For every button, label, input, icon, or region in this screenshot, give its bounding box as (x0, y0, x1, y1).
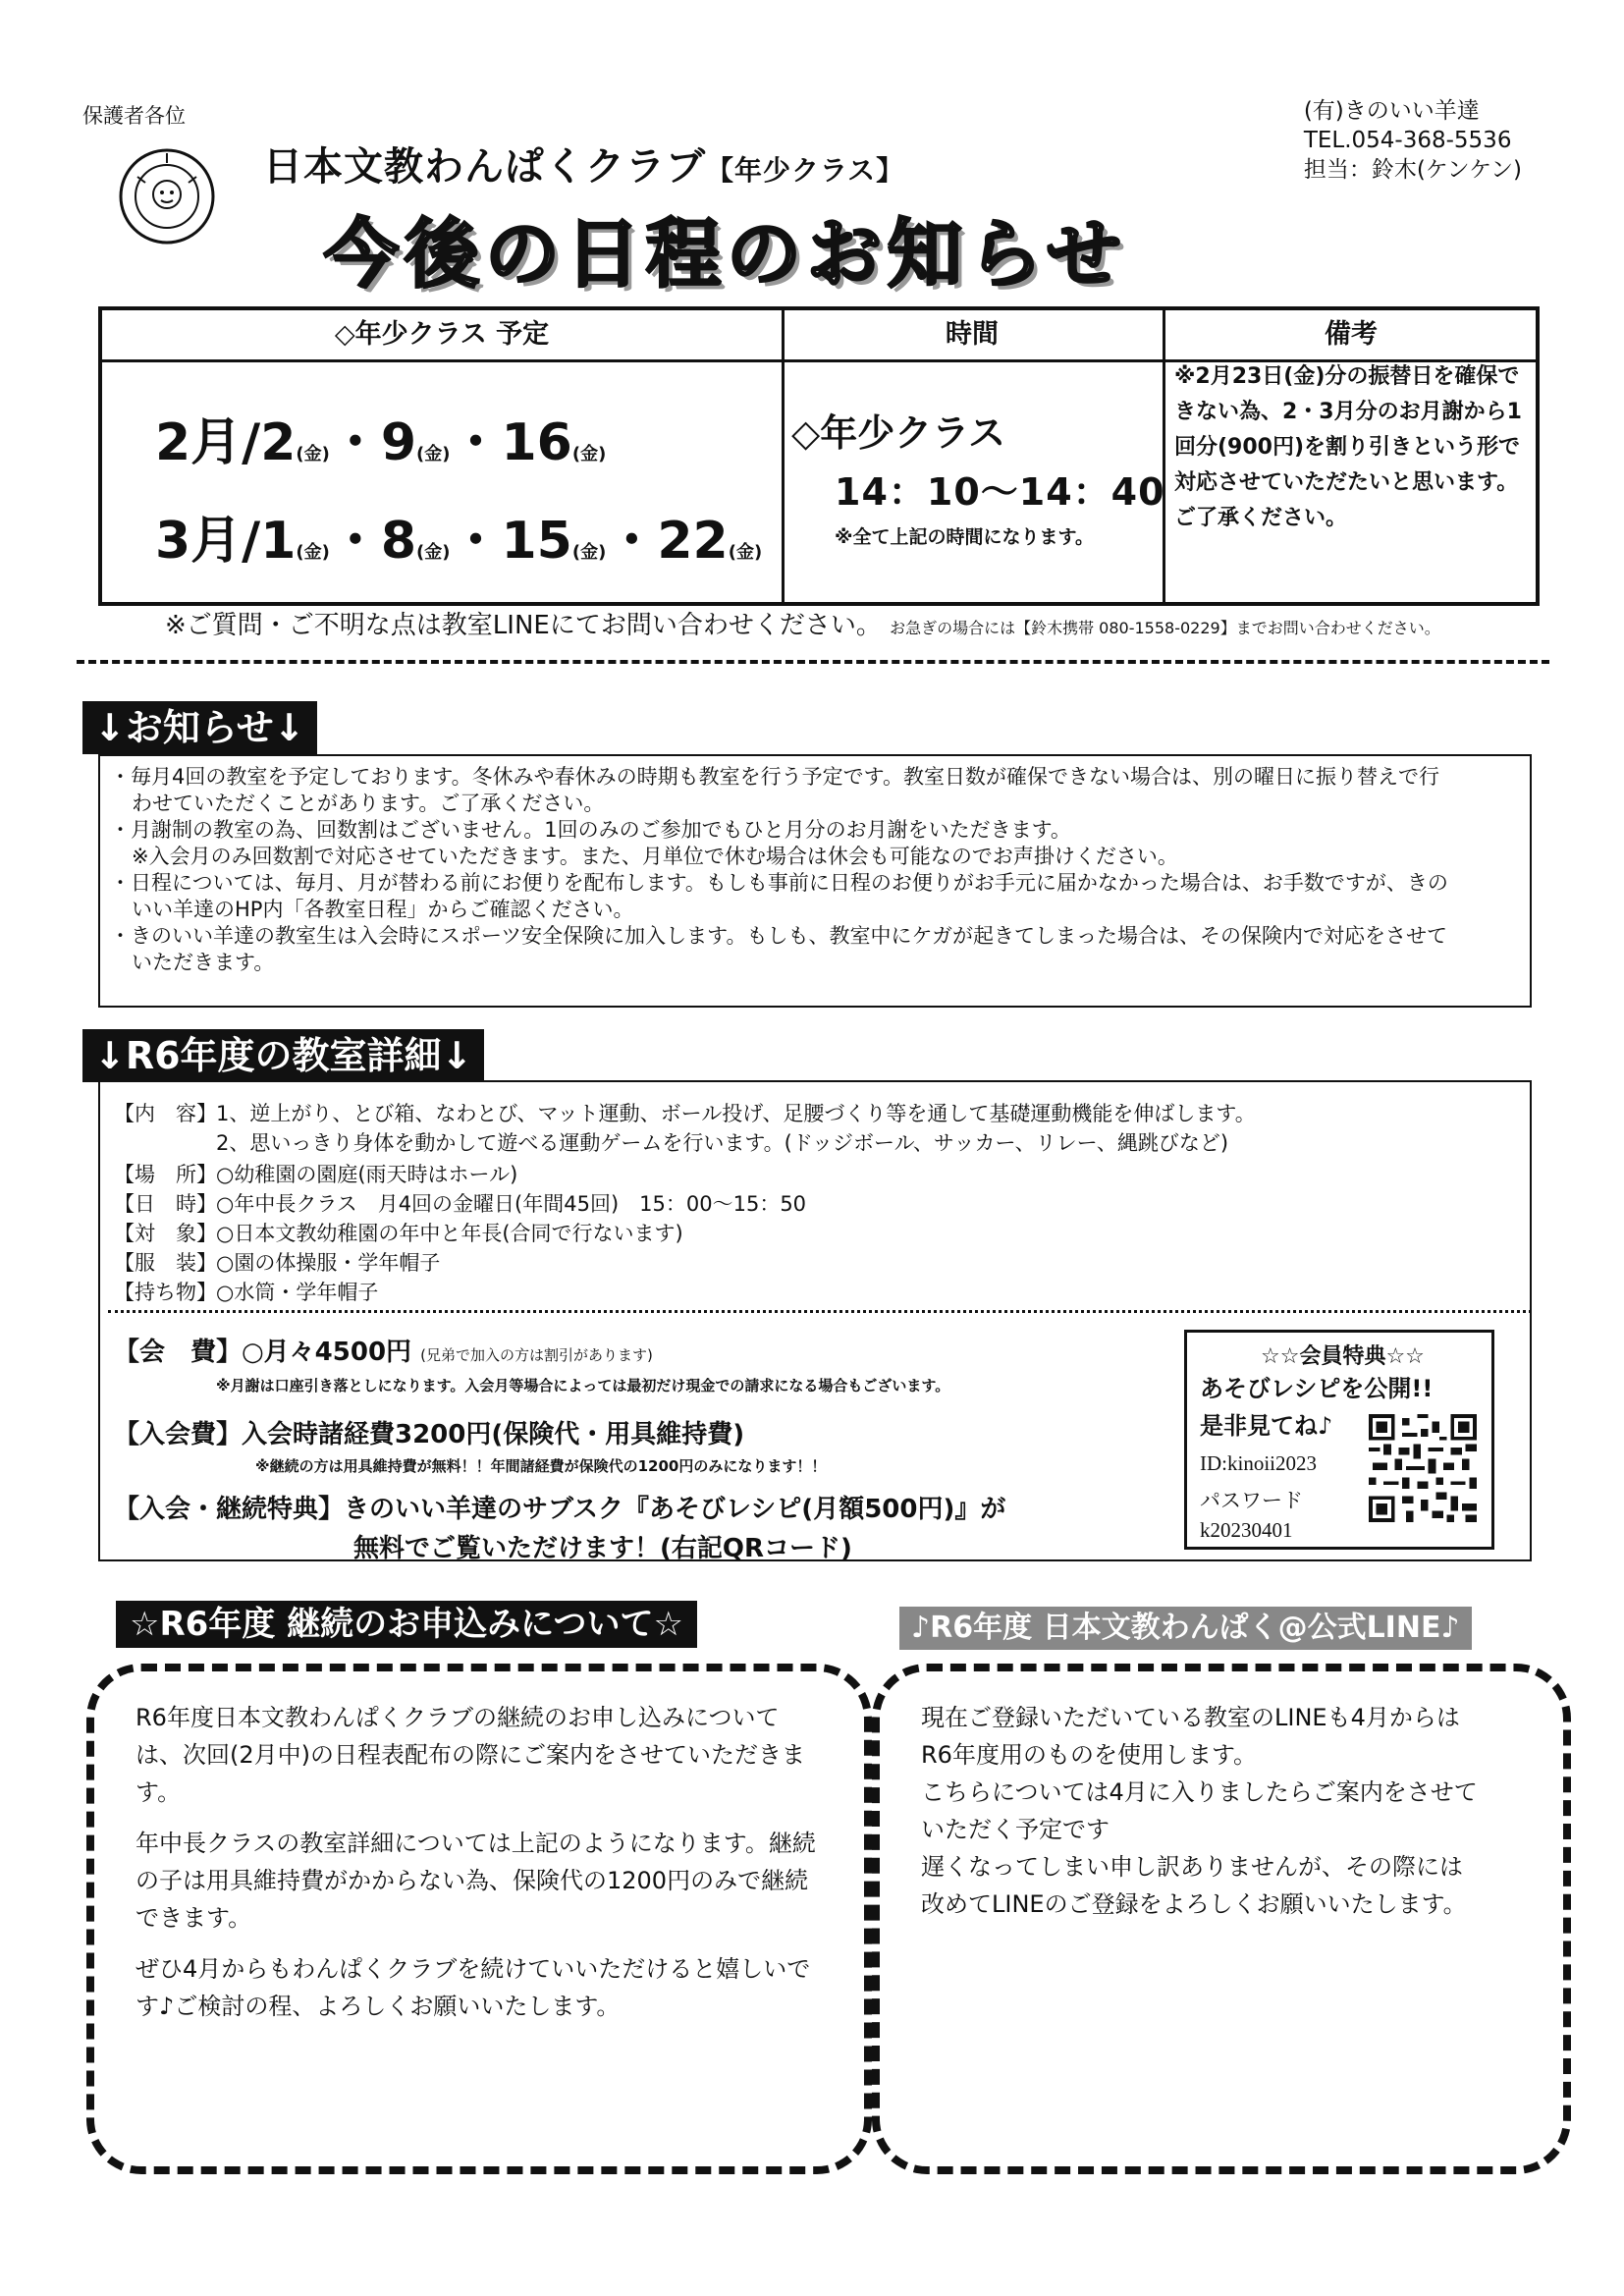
club-name: 日本文教わんぱくクラブ (263, 144, 706, 190)
detail-value: ○年中長クラス 月4回の金曜日(年間45回) 15：00〜15：50 (216, 1192, 807, 1216)
notice-line: ・日程については、毎月、月が替わる前にお便りを配布します。もしも事前に日程のお便りがお手元に届かなかった場合は、お手数ですが、きの (110, 871, 1448, 895)
fee-note: ※月謝は口座引き落としになります。入会月等場合によっては最初だけ現金での請求になる場合もございます。 (216, 1377, 950, 1394)
header-schedule: ◇年少クラス 予定 (334, 319, 550, 350)
detail-label: 【対 象】 (114, 1222, 217, 1245)
detail-label: 【場 所】 (114, 1163, 217, 1186)
friday-mark: (金) (571, 444, 607, 465)
line-paragraph: R6年度用のものを使用します。 (921, 1741, 1258, 1769)
renew-paragraph: 年中長クラスの教室詳細については上記のようになります。継続の子は用具維持費がかからない為、保険代の1200円のみで継続できます。 (135, 1830, 816, 1932)
detail-row (114, 1159, 517, 1188)
notice-line: ※入会月のみ回数割で対応させていただきます。また、月単位で休む場合は休会も可能なのでお声掛けください。 (132, 845, 1178, 868)
org-tel: TEL.054-368-5536 (1303, 128, 1512, 153)
time-range: 14：10〜14：40 (835, 470, 1165, 514)
member-line: あそびレシピを公開!! (1200, 1375, 1434, 1402)
renew-paragraph: R6年度日本文教わんぱくクラブの継続のお申し込みについては、次回(2月中)の日程表配布の際にご案内をさせていただきます。 (135, 1704, 805, 1806)
renew-heading: ☆R6年度 継続のお申込みについて☆ (116, 1601, 697, 1648)
notice-line: いい羊達のHP内「各教室日程」からご確認ください。 (132, 898, 634, 921)
friday-mark: (金) (416, 444, 451, 465)
march-dates (155, 499, 762, 573)
remarks-text: ※2月23日(金)分の振替日を確保できない為、2・3月分のお月謝から1回分(900円)を割り引きという形で対応させていただたいと思います。ご了承ください。 (1174, 364, 1522, 530)
line-paragraph: 遅くなってしまい申し訳ありませんが、その際には (921, 1853, 1463, 1881)
detail-value: 1、逆上がり、とび箱、なわとび、マット運動、ボール投げ、足腰づくり等を通して基礎運動機能を伸ばします。 (216, 1102, 1256, 1125)
club-class: 【年少クラス】 (706, 154, 905, 187)
friday-mark: (金) (728, 542, 763, 563)
benefit-line: 【入会・継続特典】きのいい羊達のサブスク『あそびレシピ(月額500円)』が (114, 1495, 1006, 1524)
org-name: (有)きのいい羊達 (1303, 98, 1480, 124)
detail-value: ○日本文教幼稚園の年中と年長(合同で行ないます) (216, 1222, 683, 1245)
line-paragraph: いただく予定です (921, 1816, 1110, 1843)
february-dates (155, 401, 606, 474)
line-paragraph: 改めてLINEのご登録をよろしくお願いいたします。 (921, 1890, 1467, 1918)
detail-row (114, 1098, 1256, 1127)
detail-value: ○園の体操服・学年帽子 (216, 1251, 441, 1275)
date-separator: ・ (329, 512, 381, 571)
detail-heading: ↓R6年度の教室詳細↓ (82, 1029, 484, 1082)
detail-row (114, 1218, 683, 1247)
organization-info (1304, 96, 1522, 185)
renew-text (135, 1699, 823, 2039)
header-time: 時間 (946, 319, 999, 350)
line-paragraph: 現在ご登録いただいている教室のLINEも4月からは (921, 1704, 1460, 1731)
detail-row (114, 1277, 378, 1306)
notice-line: ・毎月4回の教室を予定しております。冬休みや春休みの時期も教室を行う予定です。教室日数が確保できない場合は、別の曜日に振り替えで行 (110, 765, 1439, 789)
date-day: 22 (657, 512, 729, 571)
notice-line: ・月謝制の教室の為、回数割はございません。1回のみのご参加でもひと月分のお月謝をいただきます。 (110, 818, 1071, 842)
friday-mark: (金) (296, 444, 330, 465)
contact-phone-note: お急ぎの場合には【鈴木携帯 080-1558-0229】までお問い合わせください。 (890, 619, 1440, 637)
notice-line: ・きのいい羊達の教室生は入会時にスポーツ安全保険に加入します。もしも、教室中にケガが起きてしまった場合は、その保険内で対応をさせて (110, 924, 1448, 948)
dotted-divider (108, 1310, 1532, 1313)
fee-sibling-note: (兄弟で加入の方は割引があります) (420, 1346, 653, 1364)
date-separator: ・ (329, 413, 381, 472)
detail-label: 【服 装】 (114, 1251, 217, 1275)
header-remarks: 備考 (1325, 319, 1378, 350)
time-note: ※全て上記の時間になります。 (835, 526, 1094, 548)
date-separator: ・ (450, 413, 502, 472)
member-line: 是非見てね♪ (1200, 1412, 1333, 1440)
detail-value: ○水筒・学年帽子 (216, 1281, 379, 1304)
detail-label: 【内 容】 (114, 1102, 217, 1125)
date-day: 9 (380, 413, 417, 472)
dashed-divider (77, 660, 1549, 664)
detail-label: 【日 時】 (114, 1192, 217, 1216)
detail-label: 【持ち物】 (114, 1281, 217, 1304)
member-password: k20230401 (1200, 1518, 1293, 1542)
detail-row (114, 1247, 440, 1277)
date-day: 15 (501, 512, 572, 571)
contact-info (165, 605, 1440, 641)
fee-line (114, 1332, 653, 1368)
time-class-label: ◇年少クラス (791, 411, 1006, 455)
detail-value: 2、思いっきり身体を動かして遊べる運動ゲームを行います。(ドッジボール、サッカー、リレー、縄跳びなど) (216, 1131, 1229, 1155)
member-heading: ☆☆会員特典☆☆ (1261, 1344, 1425, 1369)
line-text (921, 1699, 1530, 1923)
fee-text: 【会 費】○月々4500円 (114, 1338, 412, 1367)
date-day: 2 (260, 413, 297, 472)
date-day: 16 (501, 413, 572, 472)
notice-box (98, 754, 1532, 1008)
entry-fee-note: ※継続の方は用具維持費が無料！！年間諸経費が保険代の1200円のみになります！！ (255, 1457, 827, 1475)
contact-main: ※ご質問・ご不明な点は教室LINEにてお問い合わせください。 (165, 611, 882, 640)
line-heading: ♪R6年度 日本文教わんぱく@公式LINE♪ (899, 1607, 1472, 1650)
recipient-label: 保護者各位 (82, 104, 186, 128)
month-label: 3月/ (155, 512, 261, 571)
detail-value: ○幼稚園の園庭(雨天時はホール) (216, 1163, 518, 1186)
benefit-line-2: 無料でご覧いただけます！(右記QRコード) (353, 1534, 852, 1563)
notice-heading: ↓お知らせ↓ (82, 701, 317, 754)
date-separator: ・ (606, 512, 658, 571)
date-separator: ・ (450, 512, 502, 571)
club-title (263, 136, 904, 191)
detail-row (114, 1127, 1228, 1157)
qr-code-icon[interactable] (1369, 1414, 1477, 1522)
date-day: 8 (380, 512, 417, 571)
friday-mark: (金) (296, 542, 330, 563)
detail-row (114, 1188, 806, 1218)
member-id: ID:kinoii2023 (1200, 1451, 1317, 1475)
line-paragraph: こちらについては4月に入りましたらご案内をさせて (921, 1778, 1478, 1806)
member-password-label: パスワード (1200, 1489, 1303, 1512)
club-logo (118, 147, 216, 246)
entry-fee: 【入会費】入会時諸経費3200円(保険代・用具維持費) (114, 1420, 745, 1449)
page-title: 今後の日程のお知らせ (324, 210, 1127, 298)
friday-mark: (金) (416, 542, 451, 563)
month-label: 2月/ (155, 413, 261, 472)
org-contact-person: 担当：鈴木(ケンケン) (1303, 157, 1522, 183)
notice-line: わせていただくことがあります。ご了承ください。 (132, 792, 605, 815)
friday-mark: (金) (571, 542, 607, 563)
renew-paragraph: ぜひ4月からもわんぱくクラブを続けていいただけると嬉しいです♪ご検討の程、よろしくお願いいたします。 (135, 1955, 811, 2020)
notice-line: いただきます。 (132, 951, 275, 974)
date-day: 1 (260, 512, 297, 571)
